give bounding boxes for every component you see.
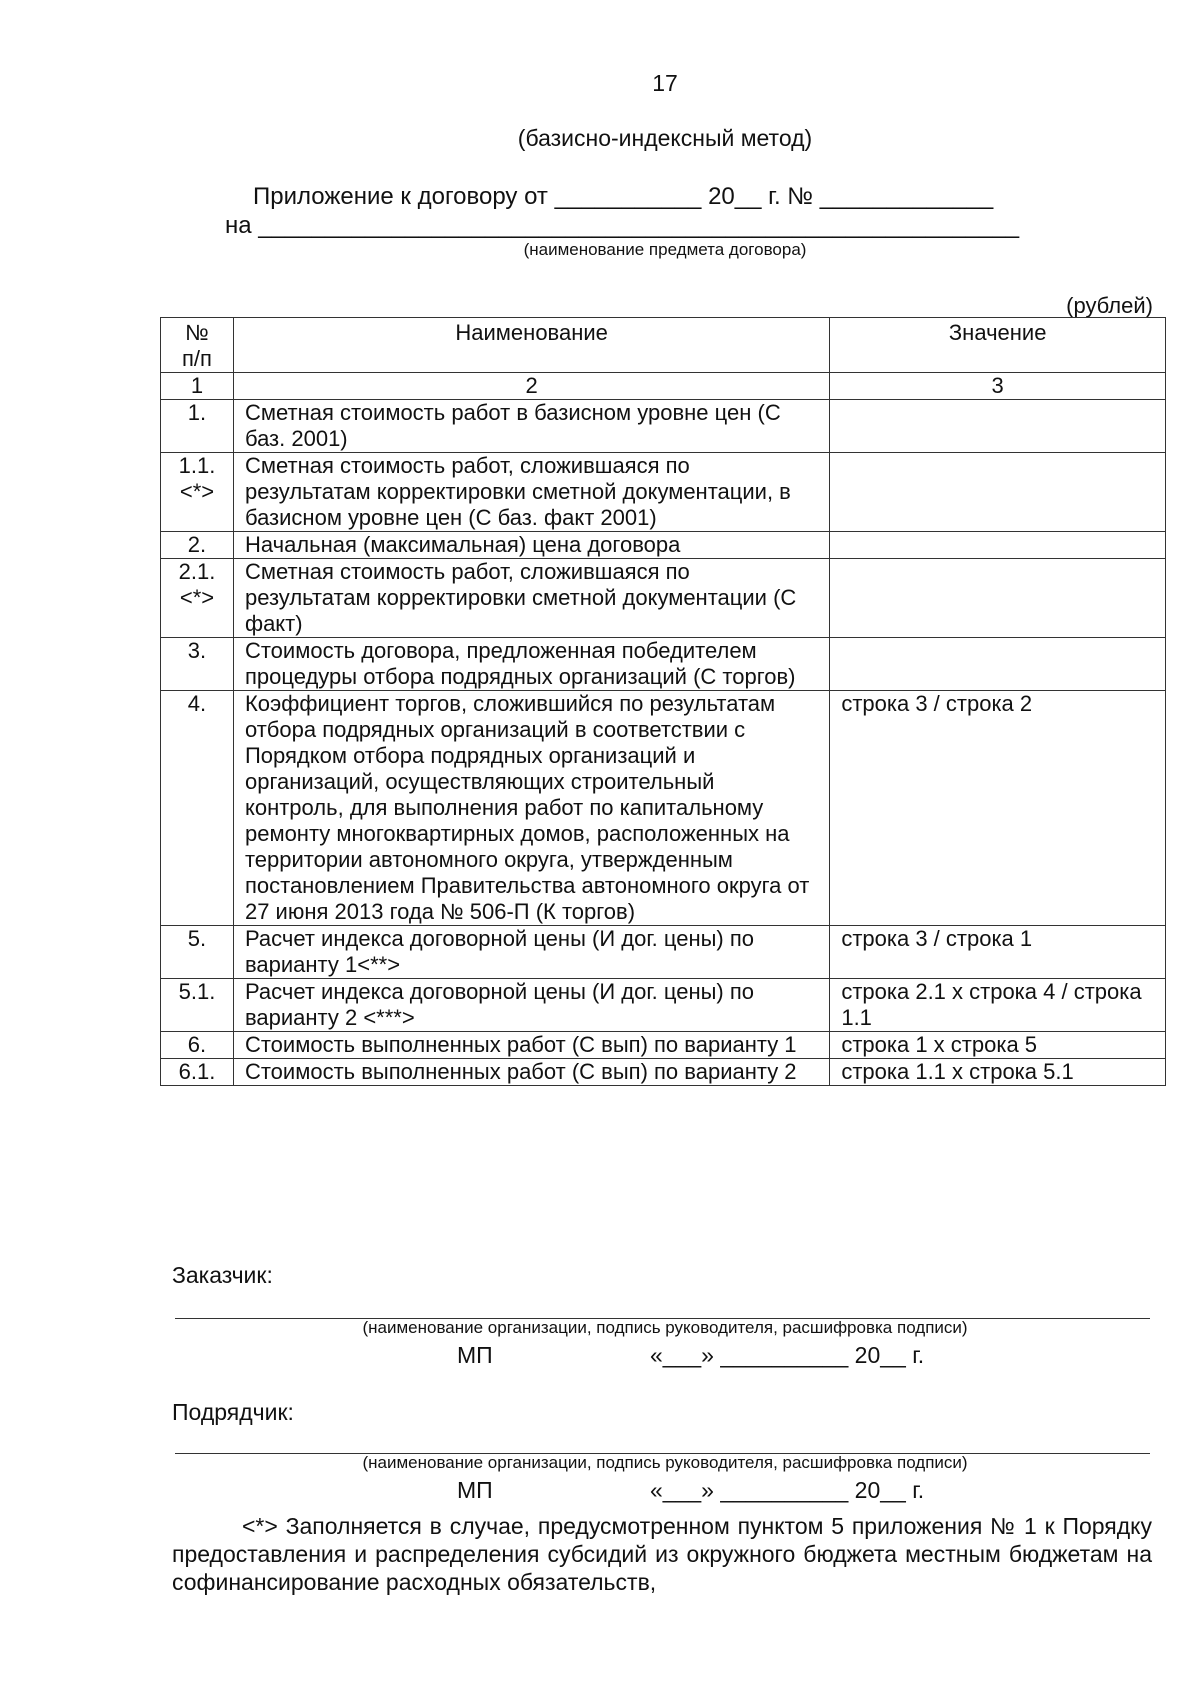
table-row	[161, 979, 1166, 1032]
table-row	[161, 691, 1166, 926]
table-header-row	[161, 318, 1166, 373]
table-row	[161, 532, 1166, 559]
row-value: строка 3 / строка 2	[830, 691, 1166, 926]
row-number: 1.1. <*>	[161, 453, 234, 532]
column-index: 2	[233, 373, 829, 400]
row-value: строка 3 / строка 1	[830, 926, 1166, 979]
row-number: 4.	[161, 691, 234, 926]
row-name: Коэффициент торгов, сложившийся по результатам отбора подрядных организаций в соответствии с Порядком отбора подрядных организаций и организаций, осуществляющих строительный контроль, для выполнения работ по капитальному ремонту многоквартирных домов, расположенных на территории автономного округа, утвержденным постановлением Правительства автономного округа от 27 июня 2013 года № 506-П (К торгов)	[233, 691, 829, 926]
column-header-value: Значение	[830, 318, 1166, 373]
table-row	[161, 926, 1166, 979]
table-row	[161, 1059, 1166, 1086]
table-row	[161, 638, 1166, 691]
column-index: 1	[161, 373, 234, 400]
row-name: Расчет индекса договорной цены (И дог. цены) по варианту 2 <***>	[233, 979, 829, 1032]
row-name: Начальная (максимальная) цена договора	[233, 532, 829, 559]
customer-date-line: «___» __________ 20__ г.	[650, 1342, 925, 1368]
contractor-stamp-mark: МП	[457, 1477, 493, 1503]
contractor-label: Подрядчик:	[172, 1399, 294, 1425]
row-value	[830, 638, 1166, 691]
subject-hint: (наименование предмета договора)	[523, 240, 807, 259]
row-name: Расчет индекса договорной цены (И дог. цены) по варианту 1<**>	[233, 926, 829, 979]
appendix-line: Приложение к договору от ___________ 20__ г. № _____________	[253, 183, 994, 210]
row-name: Сметная стоимость работ, сложившаяся по результатам корректировки сметной документации, в базисном уровне цен (С баз. факт 2001)	[233, 453, 829, 532]
table-row	[161, 1032, 1166, 1059]
footnote: <*> Заполняется в случае, предусмотренном пунктом 5 приложения № 1 к Порядку предоставления и распределения субсидий из окружного бюджета местным бюджетам на софинансирование расходных обязательств,	[172, 1513, 1152, 1595]
row-value: строка 1 x строка 5	[830, 1032, 1166, 1059]
column-header-number: № п/п	[161, 318, 234, 373]
customer-label: Заказчик:	[172, 1262, 273, 1288]
row-value	[830, 400, 1166, 453]
table-row	[161, 400, 1166, 453]
row-value	[830, 453, 1166, 532]
customer-signature-hint: (наименование организации, подпись руководителя, расшифровка подписи)	[362, 1318, 968, 1337]
column-index: 3	[830, 373, 1166, 400]
column-header-name: Наименование	[233, 318, 829, 373]
row-value	[830, 559, 1166, 638]
values-table	[160, 317, 1166, 1086]
row-number: 2.	[161, 532, 234, 559]
contractor-date-line: «___» __________ 20__ г.	[650, 1477, 925, 1503]
row-number: 6.1.	[161, 1059, 234, 1086]
customer-stamp-mark: МП	[457, 1342, 493, 1368]
row-name: Стоимость выполненных работ (С вып) по варианту 1	[233, 1032, 829, 1059]
row-name: Стоимость договора, предложенная победителем процедуры отбора подрядных организаций (С торгов)	[233, 638, 829, 691]
row-number: 3.	[161, 638, 234, 691]
row-number: 5.	[161, 926, 234, 979]
row-name: Стоимость выполненных работ (С вып) по варианту 2	[233, 1059, 829, 1086]
row-number: 2.1. <*>	[161, 559, 234, 638]
table-row	[161, 559, 1166, 638]
row-number: 6.	[161, 1032, 234, 1059]
row-number: 5.1.	[161, 979, 234, 1032]
row-value	[830, 532, 1166, 559]
page-number: 17	[652, 70, 678, 96]
table-index-row	[161, 373, 1166, 400]
contractor-signature-hint: (наименование организации, подпись руководителя, расшифровка подписи)	[362, 1453, 968, 1472]
row-number: 1.	[161, 400, 234, 453]
units-label: (рублей)	[1066, 293, 1153, 318]
table-row	[161, 453, 1166, 532]
row-name: Сметная стоимость работ, сложившаяся по результатам корректировки сметной документации (С факт)	[233, 559, 829, 638]
row-value: строка 2.1 x строка 4 / строка 1.1	[830, 979, 1166, 1032]
row-value: строка 1.1 x строка 5.1	[830, 1059, 1166, 1086]
subject-line: на _________________________________________________________	[225, 212, 1020, 239]
method-title: (базисно-индексный метод)	[517, 125, 813, 151]
row-name: Сметная стоимость работ в базисном уровне цен (С баз. 2001)	[233, 400, 829, 453]
